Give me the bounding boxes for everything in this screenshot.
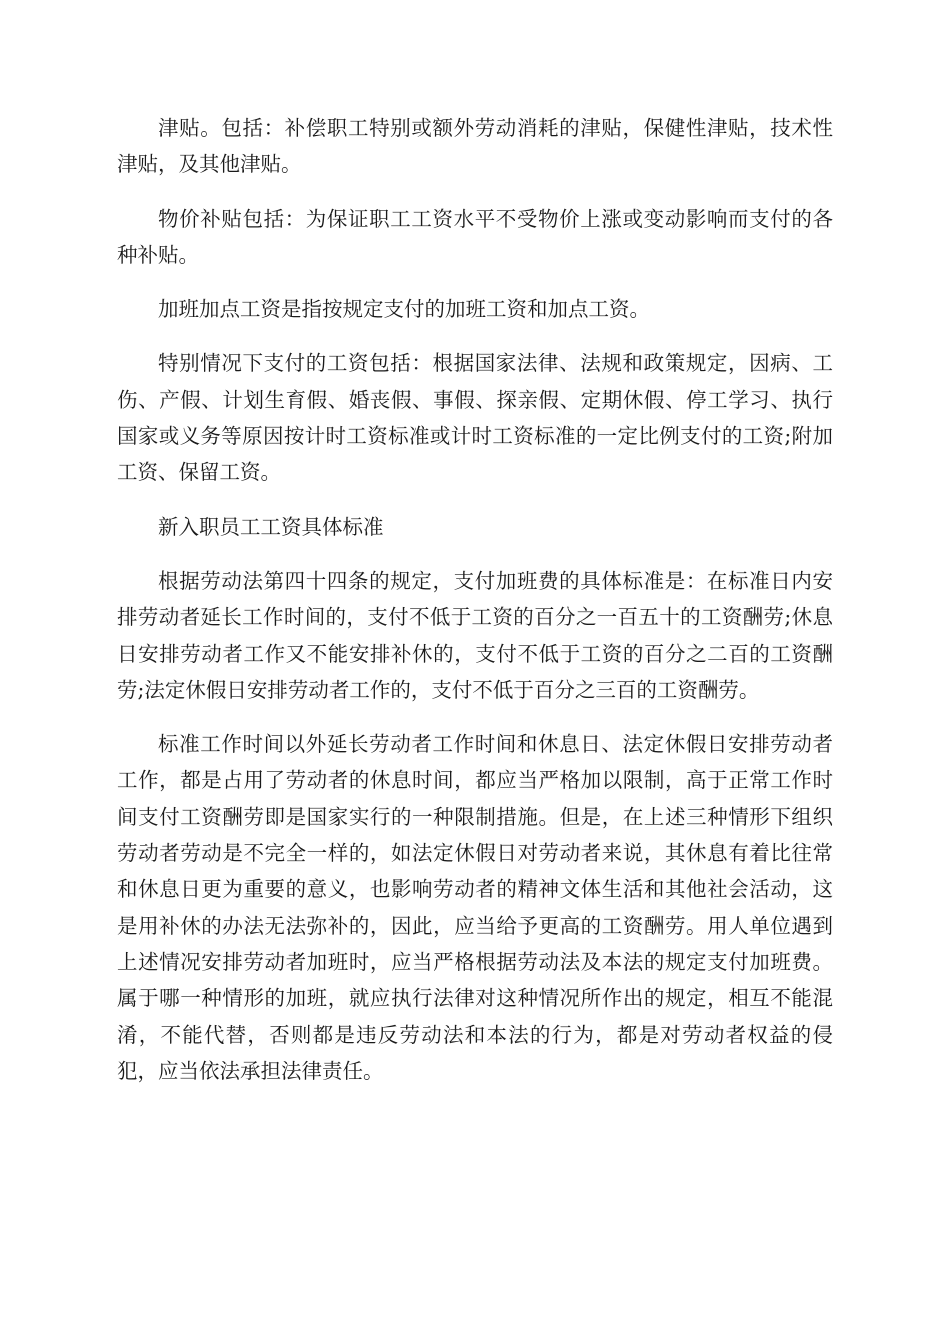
paragraph-allowance: 津贴。包括：补偿职工特别或额外劳动消耗的津贴，保健性津贴，技术性津贴，及其他津贴。 — [117, 116, 833, 177]
paragraph-overtime-explanation: 标准工作时间以外延长劳动者工作时间和休息日、法定休假日安排劳动者工作，都是占用了劳动者的休息时间，都应当严格加以限制，高于正常工作时间支付工资酬劳即是国家实行的一种限制措施。但是，在上述三种情形下组织劳动者劳动是不完全一样的，如法定休假日对劳动者来说，其休息有着比往常和休息日更为重要的意义，也影响劳动者的精神文体生活和其他社会活动，这是用补休的办法无法弥补的，因此，应当给予更高的工资酬劳。用人单位遇到上述情况安排劳动者加班时，应当严格根据劳动法及本法的规定支付加班费。属于哪一种情形的加班，就应执行法律对这种情况所作出的规定，相互不能混淆，不能代替，否则都是违反劳动法和本法的行为，都是对劳动者权益的侵犯，应当依法承担法律责任。 — [117, 732, 833, 1083]
paragraph-special-circumstances: 特别情况下支付的工资包括：根据国家法律、法规和政策规定，因病、工伤、产假、计划生育假、婚丧假、事假、探亲假、定期休假、停工学习、执行国家或义务等原因按计时工资标准或计时工资标准的一定比例支付的工资;附加工资、保留工资。 — [117, 351, 833, 485]
section-heading-new-employee-wage: 新入职员工工资具体标准 — [158, 514, 384, 539]
paragraph-overtime-pay: 加班加点工资是指按规定支付的加班工资和加点工资。 — [158, 297, 650, 322]
document-body — [117, 110, 833, 1107]
paragraph-overtime-standard: 根据劳动法第四十四条的规定，支付加班费的具体标准是：在标准日内安排劳动者延长工作时间的，支付不低于工资的百分之一百五十的工资酬劳;休息日安排劳动者工作又不能安排补休的，支付不低于工资的百分之二百的工资酬劳;法定休假日安排劳动者工作的，支付不低于百分之三百的工资酬劳。 — [117, 568, 833, 702]
paragraph-price-subsidy: 物价补贴包括：为保证职工工资水平不受物价上涨或变动影响而支付的各种补贴。 — [117, 206, 833, 267]
